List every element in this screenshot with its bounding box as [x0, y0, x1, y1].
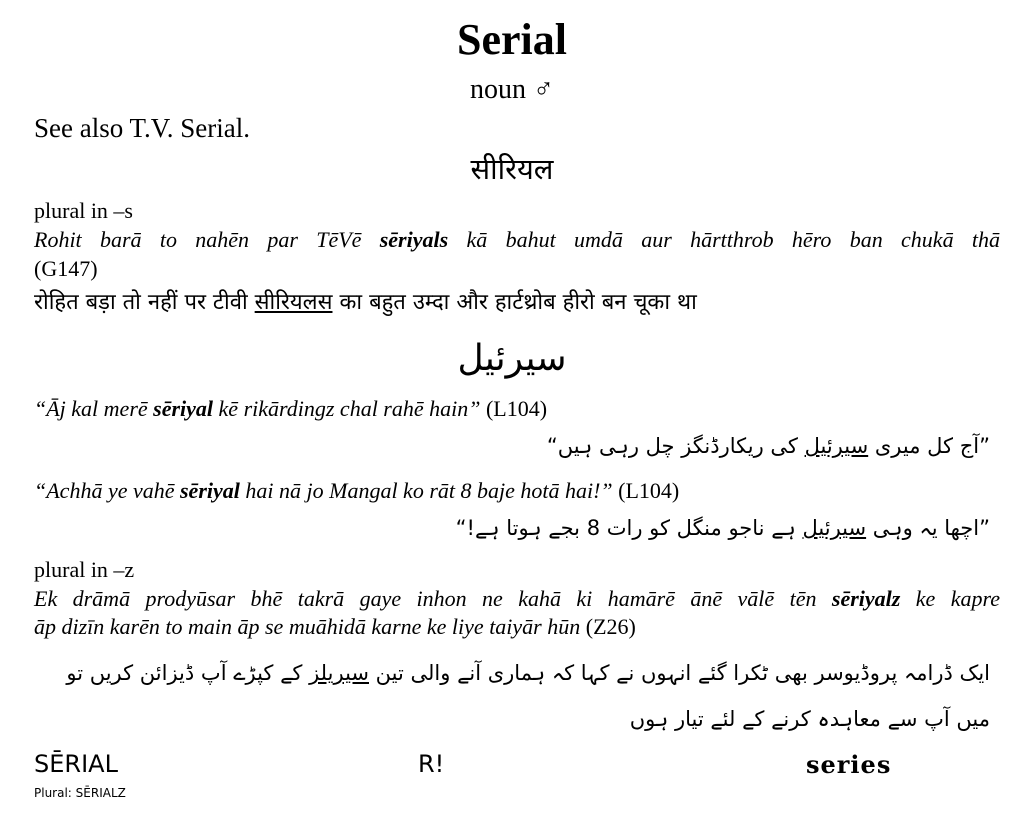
example-z-post: ke kapre: [900, 586, 1000, 611]
part-of-speech: noun ♂: [470, 74, 554, 105]
quote1-urdu: [547, 434, 990, 458]
quote2-urdu-pre: ”اچھا یہ وہی: [866, 516, 990, 540]
headword: Serial: [457, 15, 567, 64]
example-z-urdu-underlined: سیریلز: [309, 661, 369, 685]
quote2-pre: “Achhā ye vahē: [34, 478, 180, 503]
quote2-urdu-underlined: سیرئیل: [802, 516, 867, 540]
example-z-line2: [34, 614, 636, 640]
footer-gothic: series: [806, 750, 892, 779]
plural-s-label: plural in –s: [34, 198, 133, 223]
example-s-pre: Rohit barā to nahēn par TēVē: [34, 227, 380, 252]
quote1-urdu-pre: ”آج کل میری: [868, 434, 990, 458]
example-s-dev-underlined: सीरियलस: [254, 290, 333, 315]
quote2-bold: sēriyal: [180, 478, 240, 503]
example-z-urdu-post: کے کپڑے آپ ڈیزائن کریں تو میں آپ سے معاہدہ کرنے کے لئے تیار ہوں: [66, 661, 990, 731]
footer-transliteration: SĒRIAL: [34, 750, 118, 778]
quote1-pre: “Āj kal merē: [34, 396, 154, 421]
footer-plural-note: Plural: SĒRIALZ: [34, 786, 126, 800]
plural-z-label: plural in –z: [34, 557, 135, 582]
quote1-urdu-post: کی ریکارڈنگز چل رہی ہیں“: [546, 434, 805, 458]
quote2-urdu-post: ہے ناجو منگل کو رات 8 بجے ہوتا ہے!“: [455, 516, 803, 540]
example-s-dev-pre: रोहित बड़ा तो नहीं पर टीवी: [34, 290, 255, 315]
quote1-citation: (L104): [480, 396, 548, 421]
example-z-urdu-pre: ایک ڈرامہ پروڈیوسر بھی ٹکرا گئے انہوں نے کہا کہ ہماری آنے والی تین: [369, 661, 990, 685]
example-s-devanagari: [34, 286, 697, 316]
footer-mark: R!: [418, 750, 445, 778]
example-z-urdu: [34, 650, 990, 742]
example-z-line1: [34, 586, 1000, 612]
example-z-line2-text: āp dizīn karēn to main āp se muāhidā karne ke liye taiyār hūn: [34, 614, 581, 639]
quote1-transliteration: [34, 396, 547, 422]
quote2-urdu: [456, 516, 990, 540]
example-s-citation: (G147): [34, 256, 98, 281]
example-z-bold: sēriyalz: [831, 586, 901, 611]
quote1-bold: sēriyal: [153, 396, 214, 421]
see-also-note: See also T.V. Serial.: [34, 113, 250, 143]
quote2-citation: (L104): [612, 478, 680, 503]
quote1-post: kē rikārdingz chal rahē hain”: [213, 396, 481, 421]
example-s-post: kā bahut umdā aur hārtthrob hēro ban chukā thā: [448, 227, 1000, 252]
example-s-bold: sēriyals: [379, 227, 449, 252]
devanagari-headword: सीरियल: [470, 152, 554, 186]
example-s-dev-post: का बहुत उम्दा और हार्टथ्रोब हीरो बन चूका था: [332, 290, 697, 315]
quote1-urdu-underlined: سیرئیل: [804, 434, 869, 458]
example-z-pre: Ek drāmā prodyūsar bhē takrā gaye inhon ne kahā ki hamārē ānē vālē tēn: [34, 586, 832, 611]
example-s-transliteration: [34, 227, 1000, 253]
quote2-post: hai nā jo Mangal ko rāt 8 baje hotā hai!”: [239, 478, 613, 503]
example-z-citation: (Z26): [580, 614, 636, 639]
urdu-headword: سیرئیل: [457, 338, 567, 379]
quote2-transliteration: [34, 478, 679, 504]
